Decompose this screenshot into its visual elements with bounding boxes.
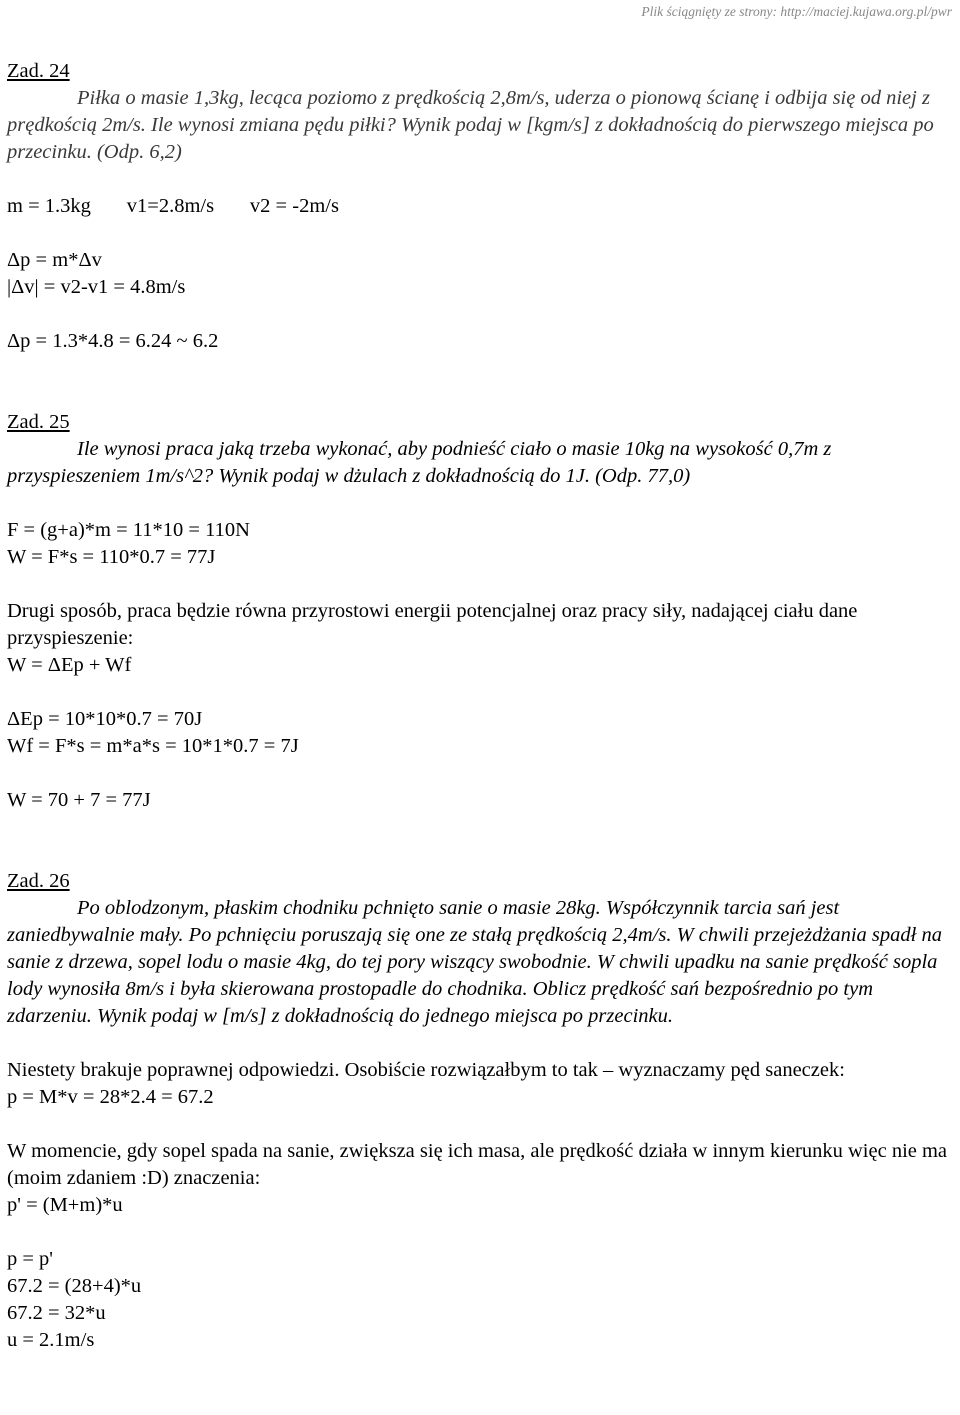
zad26-eq1: p = M*v = 28*2.4 = 67.2 bbox=[7, 1086, 214, 1108]
zad24-given: m = 1.3kg v1=2.8m/s v2 = -2m/s bbox=[7, 195, 339, 217]
zad25-eq3: W = ΔEp + Wf bbox=[7, 654, 132, 676]
zad24-eq1: Δp = m*Δv bbox=[7, 249, 102, 271]
zad25-eq6: W = 70 + 7 = 77J bbox=[7, 789, 151, 811]
zad26-para2: W momencie, gdy sopel spada na sanie, zwiększa się ich masa, ale prędkość działa w innym kierunku więc nie ma (moim zdaniem :D) znaczenia: bbox=[7, 1140, 948, 1189]
zad24-eq3: Δp = 1.3*4.8 = 6.24 ~ 6.2 bbox=[7, 330, 219, 352]
zad26-eq4: 67.2 = (28+4)*u bbox=[7, 1275, 142, 1297]
source-header: Plik ściągnięty ze strony: http://maciej.kujawa.org.pl/pwr bbox=[641, 4, 952, 19]
zad26-task: Po oblodzonym, płaskim chodniku pchnięto sanie o masie 28kg. Współczynnik tarcia sań jest zaniedbywalnie mały. Po pchnięciu poruszają się one ze stałą prędkością 2,4m/s. W chwili przejeżdżania spadł na sanie z drzewa, sopel lodu o masie 4kg, do tej pory wiszący swobodnie. W chwili upadku na sanie prędkość sopla lody wynosiła 8m/s i była skierowana prostopadle do chodnika. Oblicz prędkość sań bezpośrednio po tym zdarzeniu. Wynik podaj w [m/s] z dokładnością do jednego miejsca po przecinku. bbox=[7, 897, 942, 1027]
zad25-eq1: F = (g+a)*m = 11*10 = 110N bbox=[7, 519, 250, 541]
zad25-eq4: ΔEp = 10*10*0.7 = 70J bbox=[7, 708, 203, 730]
zad24-title: Zad. 24 bbox=[7, 60, 70, 82]
zad25-alt-intro: Drugi sposób, praca będzie równa przyrostowi energii potencjalnej oraz pracy siły, nadającej ciału dane przyspieszenie: bbox=[7, 600, 858, 649]
zad26-eq6: u = 2.1m/s bbox=[7, 1329, 95, 1351]
zad26-eq2: p' = (M+m)*u bbox=[7, 1194, 123, 1216]
document-page bbox=[7, 58, 953, 1354]
zad24-task: Piłka o masie 1,3kg, lecąca poziomo z prędkością 2,8m/s, uderza o pionową ścianę i odbija się od niej z prędkością 2m/s. Ile wynosi zmiana pędu piłki? Wynik podaj w [kgm/s] z dokładnością do pierwszego miejsca po przecinku. (Odp. 6,2) bbox=[7, 87, 934, 163]
zad25-eq5: Wf = F*s = m*a*s = 10*1*0.7 = 7J bbox=[7, 735, 299, 757]
zad25-task: Ile wynosi praca jaką trzeba wykonać, aby podnieść ciało o masie 10kg na wysokość 0,7m z przyspieszeniem 1m/s^2? Wynik podaj w dżulach z dokładnością do 1J. (Odp. 77,0) bbox=[7, 438, 832, 487]
zad26-note: Niestety brakuje poprawnej odpowiedzi. Osobiście rozwiązałbym to tak – wyznaczamy pęd saneczek: bbox=[7, 1059, 845, 1081]
zad24-eq2: |Δv| = v2-v1 = 4.8m/s bbox=[7, 276, 186, 298]
zad26-eq3: p = p' bbox=[7, 1248, 54, 1270]
zad26-title: Zad. 26 bbox=[7, 870, 70, 892]
zad25-eq2: W = F*s = 110*0.7 = 77J bbox=[7, 546, 216, 568]
zad25-title: Zad. 25 bbox=[7, 411, 70, 433]
zad26-eq5: 67.2 = 32*u bbox=[7, 1302, 106, 1324]
